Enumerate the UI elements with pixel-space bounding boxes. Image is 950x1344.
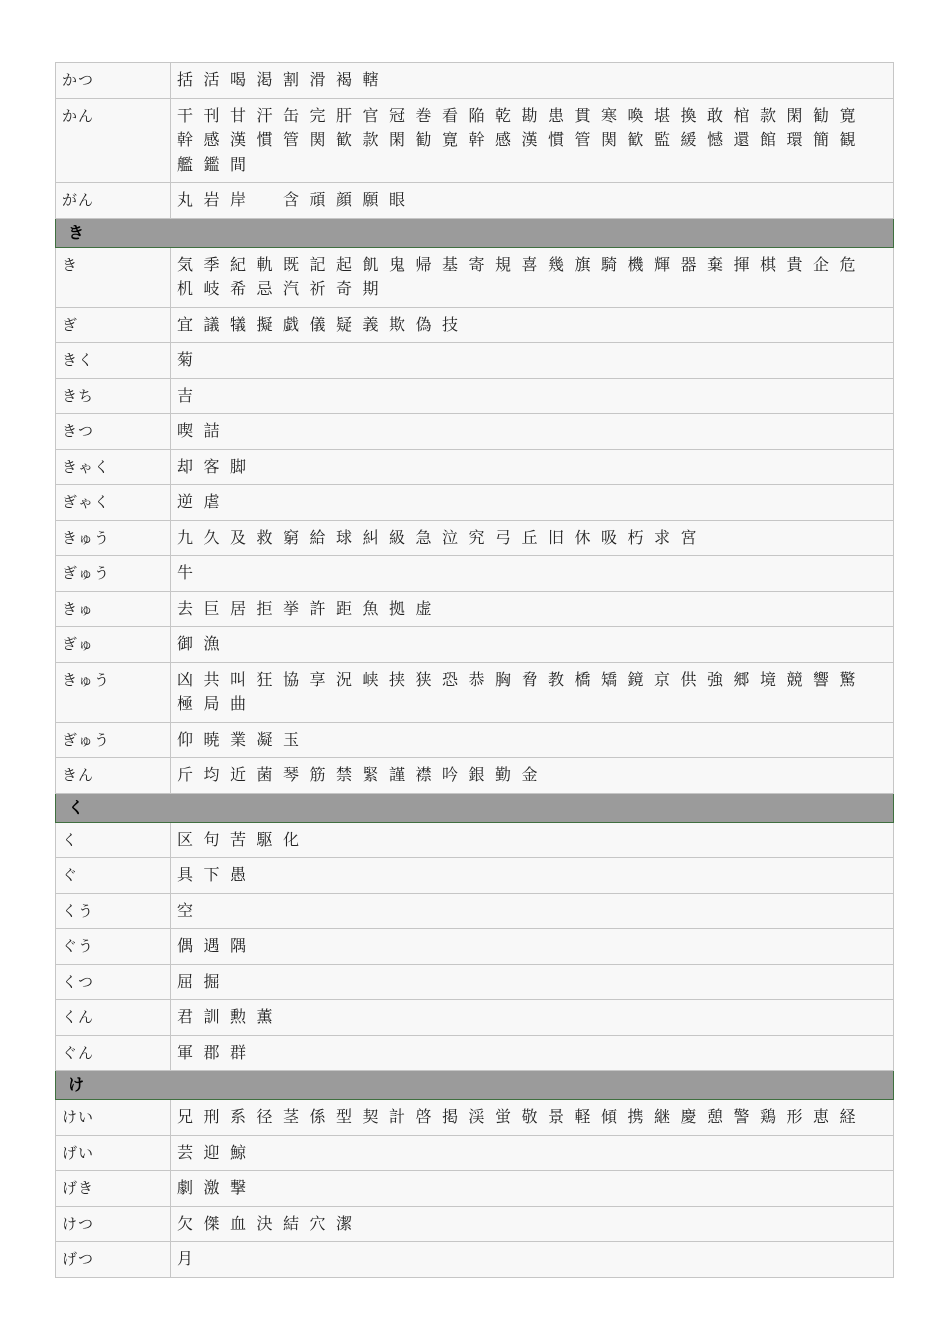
table-row — [56, 183, 894, 219]
kanji-cell: 逆虐 — [171, 485, 894, 521]
table-row — [56, 378, 894, 414]
reading-cell: ぎゅ — [56, 627, 171, 663]
kanji-cell: 劇激撃 — [171, 1171, 894, 1207]
table-row — [56, 1100, 894, 1136]
table-row — [56, 1000, 894, 1036]
section-header-label: き — [56, 218, 894, 247]
table-row — [56, 662, 894, 722]
reading-cell: けつ — [56, 1206, 171, 1242]
section-header-label: く — [56, 793, 894, 822]
reading-cell: きち — [56, 378, 171, 414]
table-row — [56, 822, 894, 858]
kanji-cell: 気季紀軌既記起飢鬼帰基寄規喜幾旗騎機輝器棄揮棋貴企危机岐希忌汽祈奇期 — [171, 247, 894, 307]
reading-cell: げつ — [56, 1242, 171, 1278]
kanji-cell: 却客脚 — [171, 449, 894, 485]
reading-cell: ぐ — [56, 858, 171, 894]
reading-cell: きく — [56, 343, 171, 379]
kanji-cell: 屈掘 — [171, 964, 894, 1000]
reading-cell: げい — [56, 1135, 171, 1171]
table-row — [56, 556, 894, 592]
section-header-row — [56, 218, 894, 247]
table-row — [56, 591, 894, 627]
reading-cell: きん — [56, 758, 171, 794]
kanji-cell: 宜議犠擬戯儀疑義欺偽技 — [171, 307, 894, 343]
kanji-cell: 御漁 — [171, 627, 894, 663]
kanji-cell: 区句苦駆化 — [171, 822, 894, 858]
table-row — [56, 449, 894, 485]
kanji-cell: 九久及救窮給球糾級急泣究弓丘旧休吸朽求宮 — [171, 520, 894, 556]
kanji-cell: 月 — [171, 1242, 894, 1278]
kanji-cell: 仰暁業凝玉 — [171, 722, 894, 758]
table-row — [56, 758, 894, 794]
reading-cell: くん — [56, 1000, 171, 1036]
kanji-table-body — [56, 63, 894, 1278]
reading-cell: きゅう — [56, 662, 171, 722]
table-row — [56, 307, 894, 343]
table-row — [56, 858, 894, 894]
reading-cell: きゅう — [56, 520, 171, 556]
reading-cell: きゃく — [56, 449, 171, 485]
kanji-cell: 具下愚 — [171, 858, 894, 894]
reading-cell: かつ — [56, 63, 171, 99]
reading-cell: ぐう — [56, 929, 171, 965]
reading-cell: げき — [56, 1171, 171, 1207]
kanji-cell: 菊 — [171, 343, 894, 379]
kanji-cell: 喫詰 — [171, 414, 894, 450]
table-row — [56, 627, 894, 663]
table-row — [56, 414, 894, 450]
reading-cell: くう — [56, 893, 171, 929]
reading-cell: ぎゅう — [56, 556, 171, 592]
table-row — [56, 1035, 894, 1071]
kanji-cell: 兄刑系径茎係型契計啓掲渓蛍敬景軽傾携継慶憩警鶏形恵経 — [171, 1100, 894, 1136]
kanji-cell: 空 — [171, 893, 894, 929]
table-row — [56, 722, 894, 758]
table-row — [56, 1242, 894, 1278]
table-row — [56, 247, 894, 307]
table-row — [56, 1135, 894, 1171]
section-header-row — [56, 1071, 894, 1100]
kanji-cell: 偶遇隅 — [171, 929, 894, 965]
table-row — [56, 485, 894, 521]
table-row — [56, 893, 894, 929]
kanji-cell: 吉 — [171, 378, 894, 414]
kanji-cell: 軍郡群 — [171, 1035, 894, 1071]
table-row — [56, 1206, 894, 1242]
kanji-cell: 凶共叫狂協享況峡挟狭恐恭胸脅教橋矯鏡京供強郷境競響驚極局曲 — [171, 662, 894, 722]
table-row — [56, 964, 894, 1000]
kanji-cell: 干刊甘汗缶完肝官冠巻看陥乾勘患貫寒喚堪換敢棺款閑勧寛幹感漢慣管関歓款閑勧寛幹感漢慣管関歓監緩憾還館環簡観艦鑑間 — [171, 98, 894, 183]
reading-cell: く — [56, 822, 171, 858]
reading-cell: ぎゃく — [56, 485, 171, 521]
table-row — [56, 929, 894, 965]
section-header-row — [56, 793, 894, 822]
kanji-cell: 斤均近菌琴筋禁緊謹襟吟銀勤金 — [171, 758, 894, 794]
reading-cell: くつ — [56, 964, 171, 1000]
reading-cell: かん — [56, 98, 171, 183]
kanji-cell: 括活喝渇割滑褐轄 — [171, 63, 894, 99]
kanji-cell: 欠傑血決結穴潔 — [171, 1206, 894, 1242]
kanji-cell: 去巨居拒挙許距魚拠虚 — [171, 591, 894, 627]
reading-cell: ぐん — [56, 1035, 171, 1071]
reading-cell: けい — [56, 1100, 171, 1136]
kanji-reading-table — [55, 62, 894, 1278]
reading-cell: ぎ — [56, 307, 171, 343]
reading-cell: がん — [56, 183, 171, 219]
kanji-cell: 芸迎鯨 — [171, 1135, 894, 1171]
kanji-cell: 君訓勲薫 — [171, 1000, 894, 1036]
table-row — [56, 520, 894, 556]
reading-cell: きつ — [56, 414, 171, 450]
reading-cell: きゅ — [56, 591, 171, 627]
table-row — [56, 1171, 894, 1207]
table-row — [56, 98, 894, 183]
reading-cell: ぎゅう — [56, 722, 171, 758]
table-row — [56, 343, 894, 379]
table-row — [56, 63, 894, 99]
reading-cell: き — [56, 247, 171, 307]
kanji-cell: 丸岩岸 含頑顔願眼 — [171, 183, 894, 219]
section-header-label: け — [56, 1071, 894, 1100]
kanji-cell: 牛 — [171, 556, 894, 592]
